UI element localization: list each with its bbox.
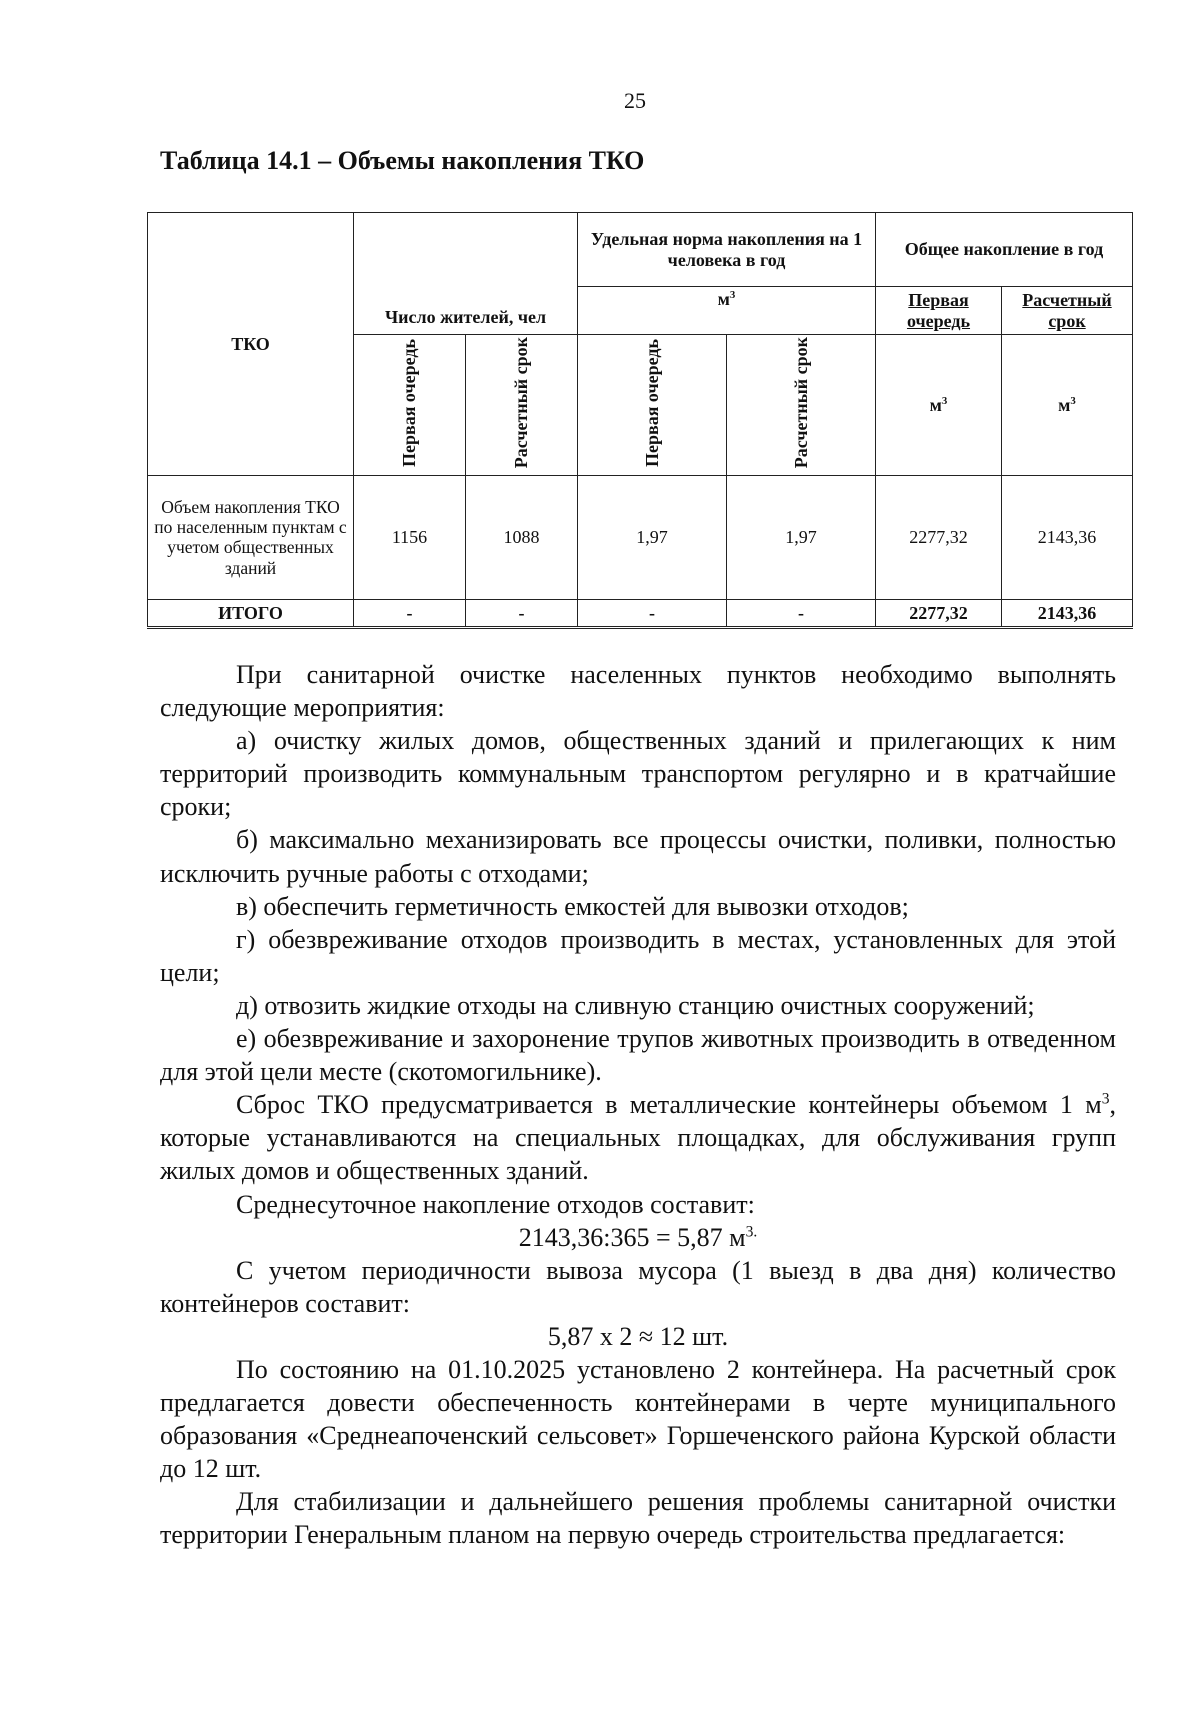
cell-norm-calc: 1,97 — [727, 475, 876, 599]
total-norm-first: - — [578, 599, 727, 627]
row-label: Объем накопления ТКО по населенным пунктам с учетом общественных зданий — [148, 475, 354, 599]
paragraph-frequency: С учетом периодичности вывоза мусора (1 выезд в два дня) количество контейнеров составит: — [160, 1255, 1116, 1318]
total-total-calc: 2143,36 — [1002, 599, 1133, 627]
header-total-calc: Расчетный срок — [1002, 287, 1133, 335]
total-label: ИТОГО — [148, 599, 354, 627]
table-total-row — [148, 599, 1133, 627]
cell-norm-first: 1,97 — [578, 475, 727, 599]
list-item-b: б) максимально механизировать все процессы очистки, поливки, полностью исключить ручные работы с отходами; — [160, 825, 1116, 888]
table-row — [148, 475, 1133, 599]
list-item-e: е) обезвреживание и захоронение трупов животных производить в отведенном для этой цели месте (скотомогильнике). — [160, 1024, 1116, 1087]
paragraph-containers: Сброс ТКО предусматривается в металлические контейнеры объемом 1 $м^3$, которые устанавливаются на специальных площадках, для обслуживания групп жилых домов и общественных зданий. — [160, 1090, 1116, 1186]
header-norm: Удельная норма накопления на 1 человека в год — [578, 213, 876, 287]
paragraph-intro: При санитарной очистке населенных пунктов необходимо выполнять следующие мероприятия: — [160, 660, 1116, 723]
list-item-g: г) обезвреживание отходов производить в местах, установленных для этой цели; — [160, 924, 1116, 987]
cell-total-first: 2277,32 — [876, 475, 1002, 599]
cell-residents-first: 1156 — [354, 475, 466, 599]
total-residents-first: - — [354, 599, 466, 627]
paragraph-status: По состоянию на 01.10.2025 установлено 2 контейнера. На расчетный срок предлагается довести обеспеченность контейнерами в черте муниципального образования «Среднеапоченский сельсовет» Горшеченского района Курской области до 12 шт. — [160, 1354, 1116, 1484]
tko-table — [147, 212, 1133, 629]
header-norm-calc: Расчетный срок — [727, 335, 876, 476]
header-tko: ТКО — [148, 213, 354, 476]
page-number: 25 — [624, 88, 646, 113]
header-unit-first: $м^3$ — [876, 335, 1002, 476]
header-total-first: Первая очередь — [876, 287, 1002, 335]
table-title: Таблица 14.1 – Объемы накопления ТКО — [160, 146, 645, 175]
header-unit-calc: $м^3$ — [1002, 335, 1133, 476]
header-norm-unit: $м^3$ — [578, 287, 876, 335]
total-norm-calc: - — [727, 599, 876, 627]
header-residents: Число жителей, чел — [354, 213, 578, 335]
paragraph-daily: Среднесуточное накопление отходов составит: — [236, 1189, 755, 1219]
cell-residents-calc: 1088 — [466, 475, 578, 599]
paragraph-proposal: Для стабилизации и дальнейшего решения проблемы санитарной очистки территории Генеральным планом на первую очередь строительства предлагается: — [160, 1487, 1116, 1550]
list-item-a: а) очистку жилых домов, общественных зданий и прилегающих к ним территорий производить коммунальным транспортом регулярно и в кратчайшие сроки; — [160, 726, 1116, 822]
list-item-v: в) обеспечить герметичность емкостей для вывозки отходов; — [236, 891, 909, 921]
header-total: Общее накопление в год — [876, 213, 1133, 287]
formula-count: 5,87 х 2 ≈ 12 шт. — [547, 1321, 729, 1351]
header-norm-first: Первая очередь — [578, 335, 727, 476]
formula-daily: 2143,36:365 = 5,87 $м^{3.}$ — [518, 1222, 758, 1252]
cell-total-calc: 2143,36 — [1002, 475, 1133, 599]
list-item-d: д) отвозить жидкие отходы на сливную станцию очистных сооружений; — [236, 990, 1035, 1020]
body-text — [160, 658, 1116, 1552]
header-residents-first: Первая очередь — [354, 335, 466, 476]
header-residents-calc: Расчетный срок — [466, 335, 578, 476]
total-total-first: 2277,32 — [876, 599, 1002, 627]
total-residents-calc: - — [466, 599, 578, 627]
